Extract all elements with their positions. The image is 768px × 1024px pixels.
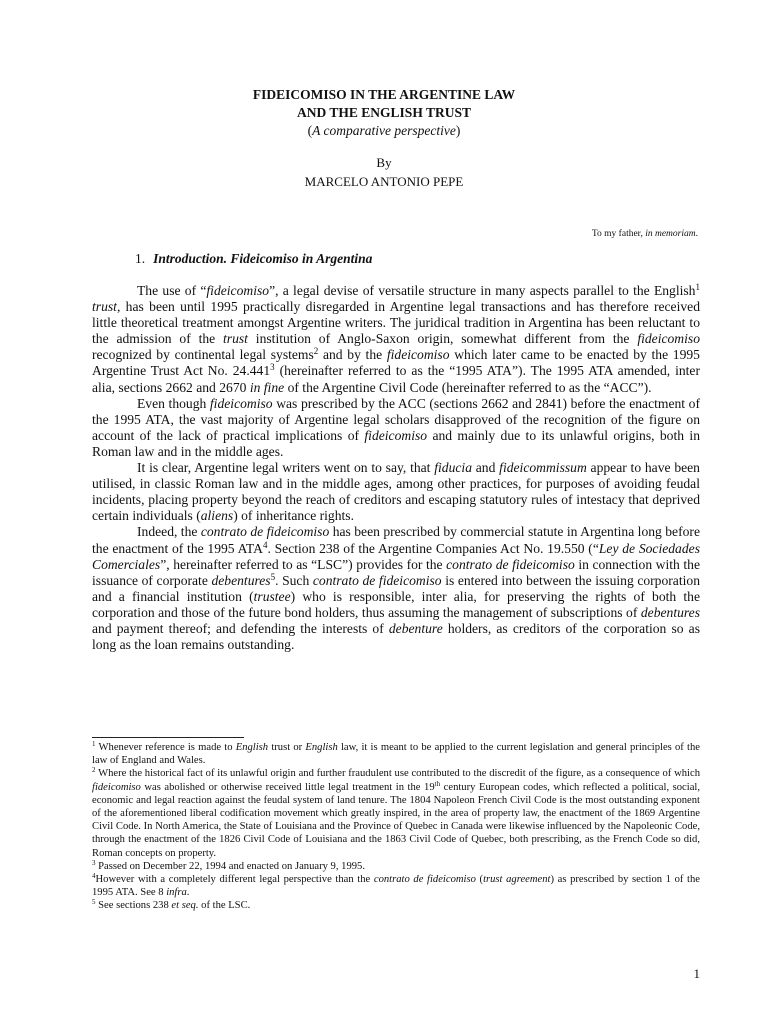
footnote: $^2$ Where the historical fact of its unlawful origin and further fraudulent use contributed to the discredit of the figure, as a consequence of which fideicomiso was abolished or otherwise received little legal treatment in the 19th century European codes, which reflected a political, social, economic and legal reaction against the feudal system of land tenure. The 1804 Napoleon French Civil Code is the most outstanding exponent of the aforementioned liberal codification movement which greatly inspired, in the area of property law, the enactment of the 1869 Argentine Civil Code. In North America, the State of Louisiana and the Province of Quebec in Canada were likewise influenced by the Napoleonic Code, through the enactment of the 1826 Civil Code of Louisiana and the 1863 Civil Code of Quebec, both prescribing, as the French Code so did, Roman concepts on property. [92,766,700,859]
footnote-separator [92,737,244,738]
footnotes [92,741,700,913]
byline: By [376,155,392,170]
paragraph: Even though fideicomiso was prescribed by the ACC (sections 2662 and 2841) before the enactment of the 1995 ATA, the vast majority of Argentine legal scholars disapproved of the recognition of the figure on account of the lack of practical implications of fideicomiso and mainly due to its unlawful origins, both in Roman law and in the middle ages. [92,395,700,459]
section-heading [135,250,372,268]
footnote: $^3$ Passed on December 22, 1994 and enacted on January 9, 1995. [92,858,365,872]
section-number: 1. [135,251,146,266]
dedication: To my father, in memoriam. [591,229,698,239]
author-name: MARCELO ANTONIO PEPE [304,174,464,189]
page-number: 1 [693,966,700,981]
footnote: $^1$ Whenever reference is made to English trust or English law, it is meant to be applied to the current legislation and general principles of the law of England and Wales. [92,740,700,767]
footnote: $^5$ See sections 238 et seq. of the LSC. [92,898,251,912]
paragraph: The use of “fideicomiso”, a legal devise of versatile structure in many aspects parallel to the English$^1$ trust, has been until 1995 practically disregarded in Argentine legal transactions and has therefore received little theoretical treatment amongst Argentine writers. The juridical tradition in Argentina has been reluctant to the admission of the trust institution of Anglo-Saxon origin, somewhat different from the fideicomiso recognized by continental legal systems$^2$ and by the fideicomiso which later came to be enacted by the 1995 Argentine Trust Act No. 24.441$^3$ (hereinafter referred to as the “1995 ATA”). The 1995 ATA amended, inter alia, sections 2662 and 2670 in fine of the Argentine Civil Code (hereinafter referred to as the “ACC”). [92,282,700,395]
title-line-2: AND THE ENGLISH TRUST [297,105,471,120]
title-line-1: FIDEICOMISO IN THE ARGENTINE LAW [252,87,516,102]
subtitle: (A comparative perspective) [307,123,461,138]
section-title: Introduction. Fideicomiso in Argentina [153,251,373,266]
footnote: $^4$However with a completely different legal perspective than the contrato de fideicomiso (trust agreement) as prescribed by section 1 of the 1995 ATA. See 8 infra. [92,872,700,899]
paragraph: Indeed, the contrato de fideicomiso has been prescribed by commercial statute in Argentina long before the enactment of the 1995 ATA$^4$. Section 238 of the Argentine Companies Act No. 19.550 (“Ley de Sociedades Comerciales”, hereinafter referred to as “LSC”) provides for the contrato de fideicomiso in connection with the issuance of corporate debentures$^5$. Such contrato de fideicomiso is entered into between the issuing corporation and a financial institution (trustee) who is responsible, inter alia, for preserving the rights of both the corporation and those of the future bond holders, thus assuming the management of subscriptions of debentures and payment thereof; and defending the interests of debenture holders, as creditors of the corporation so as long as the loan remains outstanding. [92,524,700,653]
body-text [92,283,700,653]
paragraph: It is clear, Argentine legal writers went on to say, that fiducia and fideicommissum appear to have been utilised, in classic Roman law and in the middle ages, among other practices, for purposes of avoiding feudal incidents, placing property beyond the reach of creditors and escaping statutory rules of intestacy that deprived certain individuals (aliens) of inheritance rights. [92,460,700,524]
